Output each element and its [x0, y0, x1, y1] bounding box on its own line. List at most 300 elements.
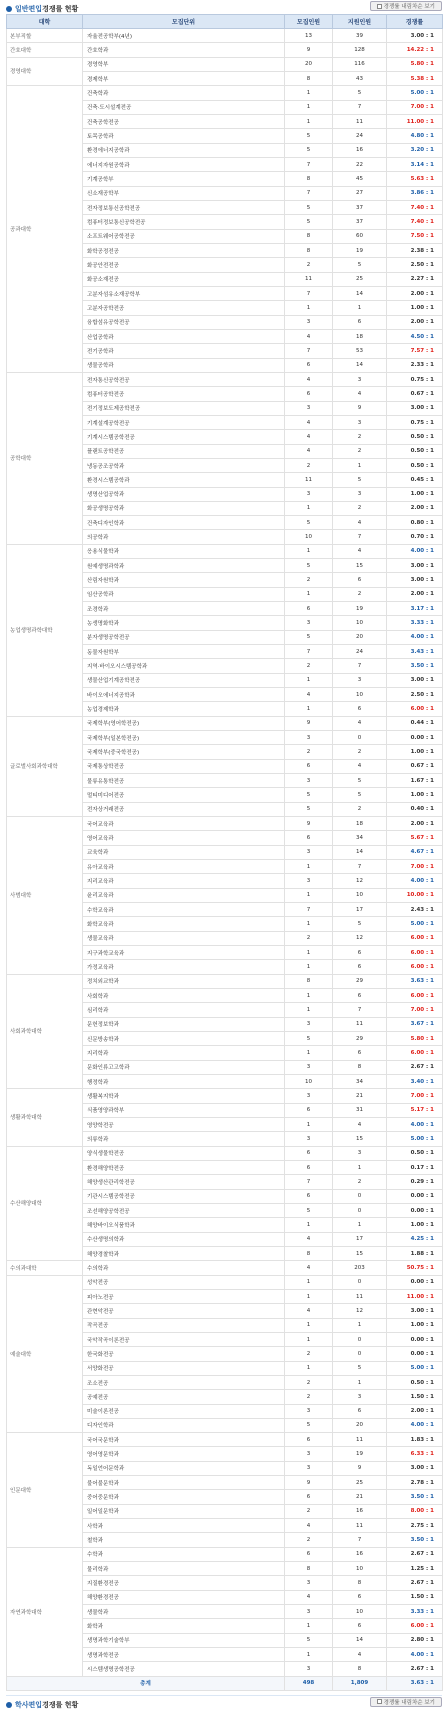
- unit-cell: 전자상거래전공: [83, 802, 285, 816]
- table-row: [7, 1547, 443, 1561]
- quota-cell: 1: [285, 100, 333, 114]
- applicants-cell: 20: [333, 630, 387, 644]
- unit-cell: 전자정보통신공학전공: [83, 200, 285, 214]
- quota-cell: 8: [285, 243, 333, 257]
- unit-cell: 환경해양학전공: [83, 1160, 285, 1174]
- quota-cell: 1: [285, 86, 333, 100]
- header-quota: 모집인원: [285, 15, 333, 29]
- rate-cell: 1.88 : 1: [387, 1246, 443, 1260]
- applicants-cell: 14: [333, 286, 387, 300]
- quota-cell: 6: [285, 387, 333, 401]
- unit-cell: 건축학과: [83, 86, 285, 100]
- quota-cell: 3: [285, 774, 333, 788]
- quota-cell: 3: [285, 1447, 333, 1461]
- bullet-icon: [6, 6, 12, 12]
- rate-cell: 3.86 : 1: [387, 186, 443, 200]
- applicants-cell: 16: [333, 1547, 387, 1561]
- unit-cell: 화공생명공학과: [83, 501, 285, 515]
- quota-cell: 3: [285, 1662, 333, 1676]
- unit-cell: 독일언어문학과: [83, 1461, 285, 1475]
- unit-cell: 응용식물학과: [83, 544, 285, 558]
- quota-cell: 1: [285, 860, 333, 874]
- applicants-cell: 14: [333, 358, 387, 372]
- rate-cell: 2.38 : 1: [387, 243, 443, 257]
- unit-cell: 화학공정전공: [83, 243, 285, 257]
- applicants-cell: 15: [333, 1246, 387, 1260]
- table-row: [7, 1089, 443, 1103]
- quota-cell: 2: [285, 573, 333, 587]
- rate-cell: 1.00 : 1: [387, 1218, 443, 1232]
- unit-cell: 지리교육과: [83, 874, 285, 888]
- college-cell: 예술대학: [7, 1275, 83, 1433]
- quota-cell: 1: [285, 1046, 333, 1060]
- applicants-cell: 7: [333, 1533, 387, 1547]
- applicants-cell: 12: [333, 874, 387, 888]
- quota-cell: 4: [285, 1590, 333, 1604]
- applicants-cell: 4: [333, 1117, 387, 1131]
- applicants-cell: 24: [333, 645, 387, 659]
- rate-cell: 3.00 : 1: [387, 1304, 443, 1318]
- quota-cell: 8: [285, 1562, 333, 1576]
- applicants-cell: 18: [333, 329, 387, 343]
- quota-cell: 7: [285, 1175, 333, 1189]
- applicants-cell: 7: [333, 1003, 387, 1017]
- applicants-cell: 39: [333, 29, 387, 43]
- quota-cell: 9: [285, 716, 333, 730]
- unit-cell: 국어국문학과: [83, 1433, 285, 1447]
- applicants-cell: 6: [333, 1590, 387, 1604]
- rate-cell: 1.83 : 1: [387, 1433, 443, 1447]
- applicants-cell: 0: [333, 1275, 387, 1289]
- applicants-cell: 16: [333, 143, 387, 157]
- quota-cell: 3: [285, 1060, 333, 1074]
- quota-cell: 4: [285, 1232, 333, 1246]
- section-title-highlight: 학사편입: [15, 1700, 43, 1709]
- applicants-cell: 14: [333, 845, 387, 859]
- unit-cell: 생명과학전공: [83, 1648, 285, 1662]
- quota-cell: 8: [285, 172, 333, 186]
- unit-cell: 화학교육과: [83, 917, 285, 931]
- rate-cell: 7.00 : 1: [387, 1003, 443, 1017]
- applicants-cell: 11: [333, 1017, 387, 1031]
- rate-cell: 5.00 : 1: [387, 1132, 443, 1146]
- rate-cell: 4.80 : 1: [387, 129, 443, 143]
- header-unit: 모집단위: [83, 15, 285, 29]
- unit-cell: 바이오에너지공학과: [83, 688, 285, 702]
- quota-cell: 3: [285, 1461, 333, 1475]
- applicants-cell: 3: [333, 1390, 387, 1404]
- college-cell: 공학대학: [7, 372, 83, 544]
- sort-icon: [377, 1699, 382, 1704]
- unit-cell: 기계설계공학전공: [83, 415, 285, 429]
- college-cell: 사회과학대학: [7, 974, 83, 1089]
- applicants-cell: 19: [333, 602, 387, 616]
- applicants-cell: 6: [333, 960, 387, 974]
- sort-desc-button[interactable]: [370, 1697, 442, 1707]
- applicants-cell: 2: [333, 444, 387, 458]
- unit-cell: 전자통신공학전공: [83, 372, 285, 386]
- quota-cell: 10: [285, 530, 333, 544]
- quota-cell: 1: [285, 946, 333, 960]
- quota-cell: 2: [285, 1390, 333, 1404]
- college-cell: 공과대학: [7, 86, 83, 373]
- unit-cell: 불어불문학과: [83, 1476, 285, 1490]
- rate-cell: 1.00 : 1: [387, 301, 443, 315]
- rate-cell: 2.00 : 1: [387, 315, 443, 329]
- unit-cell: 멀티미디어전공: [83, 788, 285, 802]
- rate-cell: 6.00 : 1: [387, 931, 443, 945]
- rate-cell: 7.57 : 1: [387, 344, 443, 358]
- unit-cell: 융합섬유공학전공: [83, 315, 285, 329]
- unit-cell: 양식생물학전공: [83, 1146, 285, 1160]
- rate-cell: 3.00 : 1: [387, 673, 443, 687]
- applicants-cell: 4: [333, 716, 387, 730]
- quota-cell: 6: [285, 1189, 333, 1203]
- unit-cell: 의류학과: [83, 1132, 285, 1146]
- sort-desc-button[interactable]: [370, 1, 442, 11]
- applicants-cell: 60: [333, 229, 387, 243]
- rate-cell: 0.00 : 1: [387, 1332, 443, 1346]
- unit-cell: 화학과: [83, 1619, 285, 1633]
- quota-cell: 2: [285, 258, 333, 272]
- unit-cell: 플랜트공학전공: [83, 444, 285, 458]
- quota-cell: 5: [285, 559, 333, 573]
- applicants-cell: 2: [333, 430, 387, 444]
- unit-cell: 심리학과: [83, 1003, 285, 1017]
- unit-cell: 국제통상학전공: [83, 759, 285, 773]
- rate-cell: 4.25 : 1: [387, 1232, 443, 1246]
- unit-cell: 물류유통학전공: [83, 774, 285, 788]
- rate-cell: 50.75 : 1: [387, 1261, 443, 1275]
- competition-table: [6, 14, 443, 1691]
- applicants-cell: 4: [333, 544, 387, 558]
- applicants-cell: 3: [333, 415, 387, 429]
- unit-cell: 생명산업공학과: [83, 487, 285, 501]
- applicants-cell: 12: [333, 931, 387, 945]
- rate-cell: 2.00 : 1: [387, 817, 443, 831]
- rate-cell: 5.63 : 1: [387, 172, 443, 186]
- unit-cell: 경제학부: [83, 71, 285, 85]
- unit-cell: 의공학과: [83, 530, 285, 544]
- quota-cell: 1: [285, 1218, 333, 1232]
- unit-cell: 컴퓨터공학전공: [83, 387, 285, 401]
- quota-cell: 1: [285, 702, 333, 716]
- section-bachelor-transfer: [0, 1695, 448, 1710]
- quota-cell: 3: [285, 401, 333, 415]
- unit-cell: 자율전공학부(4년): [83, 29, 285, 43]
- rate-cell: 7.40 : 1: [387, 215, 443, 229]
- rate-cell: 5.38 : 1: [387, 71, 443, 85]
- unit-cell: 유아교육과: [83, 860, 285, 874]
- quota-cell: 4: [285, 688, 333, 702]
- table-row: [7, 1433, 443, 1447]
- quota-cell: 6: [285, 602, 333, 616]
- college-cell: 사범대학: [7, 817, 83, 975]
- applicants-cell: 22: [333, 157, 387, 171]
- college-cell: 글로벌사회과학대학: [7, 716, 83, 816]
- unit-cell: 컴퓨터정보통신공학전공: [83, 215, 285, 229]
- unit-cell: 건축디자인학과: [83, 516, 285, 530]
- unit-cell: 국악작곡이론전공: [83, 1332, 285, 1346]
- quota-cell: 11: [285, 473, 333, 487]
- quota-cell: 6: [285, 831, 333, 845]
- rate-cell: 3.50 : 1: [387, 659, 443, 673]
- unit-cell: 산림자원학과: [83, 573, 285, 587]
- rate-cell: 7.00 : 1: [387, 860, 443, 874]
- applicants-cell: 34: [333, 831, 387, 845]
- applicants-cell: 2: [333, 1175, 387, 1189]
- rate-cell: 3.50 : 1: [387, 1490, 443, 1504]
- unit-cell: 신소재공학부: [83, 186, 285, 200]
- applicants-cell: 6: [333, 315, 387, 329]
- unit-cell: 지역·바이오시스템공학과: [83, 659, 285, 673]
- applicants-cell: 6: [333, 573, 387, 587]
- applicants-cell: 2: [333, 745, 387, 759]
- table-body: [7, 29, 443, 1691]
- quota-cell: 2: [285, 458, 333, 472]
- section-title-highlight: 일반편입: [15, 5, 43, 13]
- applicants-cell: 11: [333, 1289, 387, 1303]
- unit-cell: 고분자공학전공: [83, 301, 285, 315]
- quota-cell: 5: [285, 788, 333, 802]
- quota-cell: 1: [285, 1361, 333, 1375]
- table-row: [7, 372, 443, 386]
- unit-cell: 기관시스템공학전공: [83, 1189, 285, 1203]
- applicants-cell: 3: [333, 372, 387, 386]
- unit-cell: 간호학과: [83, 43, 285, 57]
- quota-cell: 11: [285, 272, 333, 286]
- quota-cell: 3: [285, 1404, 333, 1418]
- applicants-cell: 5: [333, 258, 387, 272]
- unit-cell: 조경학과: [83, 602, 285, 616]
- applicants-cell: 5: [333, 473, 387, 487]
- unit-cell: 문헌정보학과: [83, 1017, 285, 1031]
- rate-cell: 3.50 : 1: [387, 1533, 443, 1547]
- rate-cell: 2.67 : 1: [387, 1547, 443, 1561]
- unit-cell: 산업공학과: [83, 329, 285, 343]
- quota-cell: 4: [285, 444, 333, 458]
- total-applicants: 1,809: [333, 1676, 387, 1690]
- quota-cell: 6: [285, 1103, 333, 1117]
- rate-cell: 10.00 : 1: [387, 888, 443, 902]
- applicants-cell: 10: [333, 888, 387, 902]
- unit-cell: 해양생산관리학전공: [83, 1175, 285, 1189]
- quota-cell: 20: [285, 57, 333, 71]
- rate-cell: 1.50 : 1: [387, 1390, 443, 1404]
- applicants-cell: 25: [333, 272, 387, 286]
- quota-cell: 6: [285, 759, 333, 773]
- quota-cell: 10: [285, 1074, 333, 1088]
- applicants-cell: 1: [333, 1218, 387, 1232]
- applicants-cell: 1: [333, 1375, 387, 1389]
- applicants-cell: 4: [333, 1648, 387, 1662]
- quota-cell: 5: [285, 143, 333, 157]
- rate-cell: 4.00 : 1: [387, 544, 443, 558]
- rate-cell: 0.44 : 1: [387, 716, 443, 730]
- college-cell: 농업생명과학대학: [7, 544, 83, 716]
- rate-cell: 0.00 : 1: [387, 1347, 443, 1361]
- rate-cell: 4.00 : 1: [387, 630, 443, 644]
- quota-cell: 1: [285, 1619, 333, 1633]
- rate-cell: 2.50 : 1: [387, 258, 443, 272]
- unit-cell: 교육학과: [83, 845, 285, 859]
- unit-cell: 생명과학기술학부: [83, 1633, 285, 1647]
- applicants-cell: 53: [333, 344, 387, 358]
- applicants-cell: 11: [333, 1433, 387, 1447]
- rate-cell: 6.00 : 1: [387, 1619, 443, 1633]
- applicants-cell: 11: [333, 114, 387, 128]
- rate-cell: 1.00 : 1: [387, 788, 443, 802]
- rate-cell: 5.00 : 1: [387, 917, 443, 931]
- unit-cell: 에너지자원공학과: [83, 157, 285, 171]
- unit-cell: 일어일문학과: [83, 1504, 285, 1518]
- quota-cell: 4: [285, 1519, 333, 1533]
- section-title-rest: 경쟁률 현황: [42, 1700, 79, 1709]
- applicants-cell: 9: [333, 401, 387, 415]
- applicants-cell: 12: [333, 1304, 387, 1318]
- applicants-cell: 2: [333, 587, 387, 601]
- quota-cell: 5: [285, 129, 333, 143]
- applicants-cell: 2: [333, 802, 387, 816]
- quota-cell: 5: [285, 1203, 333, 1217]
- unit-cell: 기계공학부: [83, 172, 285, 186]
- unit-cell: 영양학전공: [83, 1117, 285, 1131]
- sort-desc-button-label: 경쟁률 내림차순 보기: [383, 1699, 435, 1706]
- unit-cell: 국제학부(일본학전공): [83, 731, 285, 745]
- unit-cell: 국제학부(중국학전공): [83, 745, 285, 759]
- quota-cell: 8: [285, 1246, 333, 1260]
- unit-cell: 생활복지학과: [83, 1089, 285, 1103]
- quota-cell: 3: [285, 1089, 333, 1103]
- unit-cell: 원예생명과학과: [83, 559, 285, 573]
- unit-cell: 환경시스템공학과: [83, 473, 285, 487]
- rate-cell: 2.00 : 1: [387, 286, 443, 300]
- quota-cell: 1: [285, 1289, 333, 1303]
- rate-cell: 1.25 : 1: [387, 1562, 443, 1576]
- unit-cell: 화공안전전공: [83, 258, 285, 272]
- unit-cell: 소프트웨어공학전공: [83, 229, 285, 243]
- rate-cell: 3.00 : 1: [387, 573, 443, 587]
- quota-cell: 7: [285, 903, 333, 917]
- rate-cell: 6.33 : 1: [387, 1447, 443, 1461]
- quota-cell: 7: [285, 645, 333, 659]
- rate-cell: 2.67 : 1: [387, 1662, 443, 1676]
- rate-cell: 3.00 : 1: [387, 401, 443, 415]
- quota-cell: 2: [285, 1375, 333, 1389]
- table-row: [7, 29, 443, 43]
- rate-cell: 7.50 : 1: [387, 229, 443, 243]
- unit-cell: 냉동공조공학과: [83, 458, 285, 472]
- table-row: [7, 86, 443, 100]
- unit-cell: 조선해양공학전공: [83, 1203, 285, 1217]
- quota-cell: 2: [285, 1504, 333, 1518]
- quota-cell: 6: [285, 1433, 333, 1447]
- applicants-cell: 7: [333, 860, 387, 874]
- quota-cell: 1: [285, 1003, 333, 1017]
- table-row: [7, 57, 443, 71]
- applicants-cell: 6: [333, 702, 387, 716]
- quota-cell: 1: [285, 114, 333, 128]
- rate-cell: 2.33 : 1: [387, 358, 443, 372]
- rate-cell: 0.75 : 1: [387, 415, 443, 429]
- table-row: [7, 1146, 443, 1160]
- rate-cell: 1.00 : 1: [387, 1318, 443, 1332]
- unit-cell: 수의학과: [83, 1261, 285, 1275]
- quota-cell: 6: [285, 1547, 333, 1561]
- applicants-cell: 8: [333, 1662, 387, 1676]
- rate-cell: 7.40 : 1: [387, 200, 443, 214]
- unit-cell: 작곡전공: [83, 1318, 285, 1332]
- unit-cell: 해양바이오식품학과: [83, 1218, 285, 1232]
- applicants-cell: 10: [333, 616, 387, 630]
- unit-cell: 지구과학교육과: [83, 946, 285, 960]
- applicants-cell: 6: [333, 988, 387, 1002]
- applicants-cell: 128: [333, 43, 387, 57]
- quota-cell: 5: [285, 1633, 333, 1647]
- unit-cell: 철학과: [83, 1533, 285, 1547]
- quota-cell: 3: [285, 1017, 333, 1031]
- rate-cell: 0.29 : 1: [387, 1175, 443, 1189]
- applicants-cell: 1: [333, 458, 387, 472]
- rate-cell: 3.14 : 1: [387, 157, 443, 171]
- rate-cell: 7.00 : 1: [387, 1089, 443, 1103]
- applicants-cell: 10: [333, 1605, 387, 1619]
- applicants-cell: 4: [333, 387, 387, 401]
- quota-cell: 1: [285, 1332, 333, 1346]
- quota-cell: 1: [285, 917, 333, 931]
- applicants-cell: 4: [333, 516, 387, 530]
- rate-cell: 4.00 : 1: [387, 1117, 443, 1131]
- unit-cell: 관현악전공: [83, 1304, 285, 1318]
- rate-cell: 7.00 : 1: [387, 100, 443, 114]
- unit-cell: 기계시스템공학전공: [83, 430, 285, 444]
- rate-cell: 0.40 : 1: [387, 802, 443, 816]
- quota-cell: 4: [285, 1304, 333, 1318]
- rate-cell: 5.80 : 1: [387, 1031, 443, 1045]
- college-cell: 본부직할: [7, 29, 83, 43]
- unit-cell: 생물교육과: [83, 931, 285, 945]
- unit-cell: 한국화전공: [83, 1347, 285, 1361]
- rate-cell: 8.00 : 1: [387, 1504, 443, 1518]
- unit-cell: 중어중문학과: [83, 1490, 285, 1504]
- applicants-cell: 29: [333, 1031, 387, 1045]
- unit-cell: 생물공학과: [83, 358, 285, 372]
- unit-cell: 디자인학과: [83, 1418, 285, 1432]
- applicants-cell: 0: [333, 1203, 387, 1217]
- rate-cell: 0.45 : 1: [387, 473, 443, 487]
- applicants-cell: 20: [333, 1418, 387, 1432]
- section-title-rest: 경쟁률 현황: [42, 5, 79, 13]
- applicants-cell: 5: [333, 774, 387, 788]
- bullet-icon: [6, 1702, 12, 1708]
- table-header-row: [7, 15, 443, 29]
- applicants-cell: 37: [333, 200, 387, 214]
- rate-cell: 3.67 : 1: [387, 1017, 443, 1031]
- section-title-bachelor: [0, 1696, 448, 1710]
- applicants-cell: 18: [333, 817, 387, 831]
- applicants-cell: 11: [333, 1519, 387, 1533]
- quota-cell: 1: [285, 544, 333, 558]
- header-college: 대학: [7, 15, 83, 29]
- unit-cell: 가정교육과: [83, 960, 285, 974]
- rate-cell: 0.50 : 1: [387, 458, 443, 472]
- applicants-cell: 21: [333, 1490, 387, 1504]
- rate-cell: 0.00 : 1: [387, 1275, 443, 1289]
- sort-desc-button-label: 경쟁률 내림차순 보기: [383, 4, 435, 10]
- rate-cell: 2.00 : 1: [387, 1404, 443, 1418]
- rate-cell: 0.17 : 1: [387, 1160, 443, 1174]
- quota-cell: 3: [285, 1605, 333, 1619]
